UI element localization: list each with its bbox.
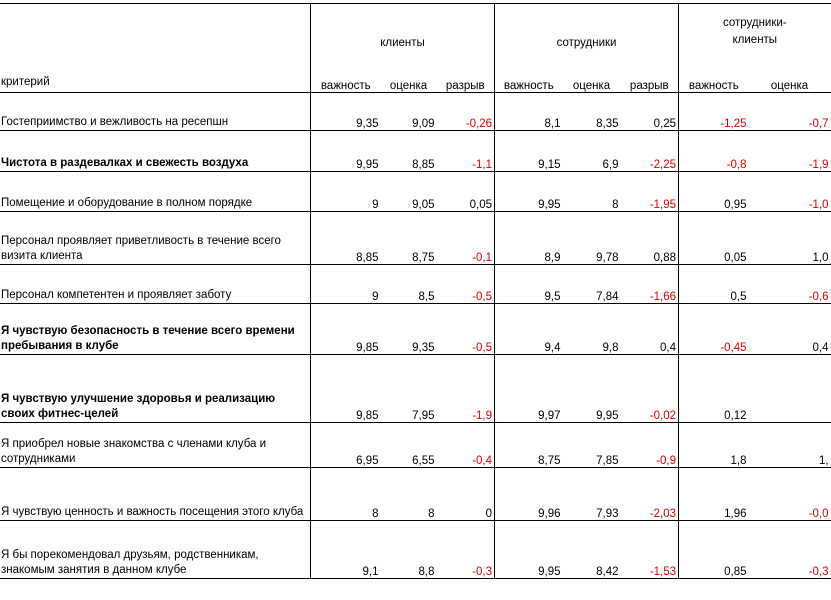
table-cell: 7,85 xyxy=(563,423,621,468)
table-row xyxy=(0,468,831,521)
table-cell: 9,95 xyxy=(495,172,563,212)
group-employees-clients-label: сотрудники- клиенты xyxy=(722,16,787,46)
col-score-employees-clients: оценка xyxy=(770,80,809,92)
table-cell: -1,0 xyxy=(749,172,831,212)
table-cell: 8,9 xyxy=(495,212,563,265)
table-cell: 8,85 xyxy=(311,212,381,265)
criterion-label: Я бы порекомендовал друзьям, родственникам, знакомым занятия в данном клубе xyxy=(0,521,311,579)
table-cell: -0,3 xyxy=(437,521,495,579)
table-row xyxy=(0,131,831,172)
table-cell: 0,4 xyxy=(749,304,831,355)
col-score-clients: оценка xyxy=(389,80,428,92)
criterion-label: Я чувствую улучшение здоровья и реализацию своих фитнес-целей xyxy=(0,355,311,423)
criterion-label: Я чувствую безопасность в течение всего времени пребывания в клубе xyxy=(0,304,311,355)
table-cell: 8,5 xyxy=(381,265,437,304)
table-cell: 8,35 xyxy=(563,93,621,131)
table-row xyxy=(0,355,831,423)
group-clients-header: клиенты xyxy=(311,4,495,49)
table-cell: -0,5 xyxy=(437,265,495,304)
group-employees-clients-header xyxy=(679,4,831,49)
table-cell: 8,75 xyxy=(495,423,563,468)
header-group-row xyxy=(0,4,831,49)
table-cell: 1,8 xyxy=(679,423,749,468)
table-row xyxy=(0,212,831,265)
table-cell: 8,1 xyxy=(495,93,563,131)
table-cell: 7,93 xyxy=(563,468,621,521)
table-cell: 9,95 xyxy=(311,131,381,172)
table-cell: -1,95 xyxy=(621,172,679,212)
table-cell: 9,97 xyxy=(495,355,563,423)
table-row xyxy=(0,265,831,304)
table-cell: 1,96 xyxy=(679,468,749,521)
table-cell: -2,03 xyxy=(621,468,679,521)
criterion-header xyxy=(0,4,311,93)
table-cell: 9,85 xyxy=(311,304,381,355)
table-cell: 9,5 xyxy=(495,265,563,304)
col-score-employees: оценка xyxy=(572,80,611,92)
criterion-label: Я приобрел новые знакомства с членами клуба и сотрудниками xyxy=(0,423,311,468)
table-cell: 9,95 xyxy=(495,521,563,579)
table-cell: 9,35 xyxy=(311,93,381,131)
table-cell: 9,15 xyxy=(495,131,563,172)
table-cell: 9 xyxy=(311,172,381,212)
table-cell: 9,35 xyxy=(381,304,437,355)
table-cell: 0,95 xyxy=(679,172,749,212)
criterion-label: Персонал компетентен и проявляет заботу xyxy=(0,265,311,304)
table-cell: 0,05 xyxy=(679,212,749,265)
table-cell xyxy=(749,355,831,423)
table-row xyxy=(0,304,831,355)
table-cell: 8,75 xyxy=(381,212,437,265)
table-cell: 0,4 xyxy=(621,304,679,355)
table-cell: 9,85 xyxy=(311,355,381,423)
table-cell: -0,45 xyxy=(679,304,749,355)
table-cell: 9,95 xyxy=(563,355,621,423)
table-cell: 8 xyxy=(563,172,621,212)
table-cell: 8,42 xyxy=(563,521,621,579)
table-cell: 0,25 xyxy=(621,93,679,131)
table-cell: -1,53 xyxy=(621,521,679,579)
table-cell: -0,0 xyxy=(749,468,831,521)
table-cell: 9,96 xyxy=(495,468,563,521)
table-cell: 0,5 xyxy=(679,265,749,304)
table-cell: 9 xyxy=(311,265,381,304)
table-cell: 6,95 xyxy=(311,423,381,468)
table-row xyxy=(0,521,831,579)
table-cell: 8,8 xyxy=(381,521,437,579)
table-cell: 0 xyxy=(437,468,495,521)
table-cell: -1,9 xyxy=(749,131,831,172)
table-cell: -0,6 xyxy=(749,265,831,304)
table-cell: -0,4 xyxy=(437,423,495,468)
survey-table xyxy=(0,3,831,579)
table-row xyxy=(0,172,831,212)
col-importance-employees: важность xyxy=(495,49,563,93)
table-cell: 8 xyxy=(311,468,381,521)
table-cell: 6,9 xyxy=(563,131,621,172)
table-cell: -0,3 xyxy=(749,521,831,579)
col-importance-clients: важность xyxy=(311,49,381,93)
table-cell: -1,25 xyxy=(679,93,749,131)
table-cell: -0,9 xyxy=(621,423,679,468)
table-cell: 0,12 xyxy=(679,355,749,423)
table-cell: -1,1 xyxy=(437,131,495,172)
table-cell: 9,09 xyxy=(381,93,437,131)
table-row xyxy=(0,423,831,468)
criterion-label: Персонал проявляет приветливость в течение всего визита клиента xyxy=(0,212,311,265)
table-cell: 9,1 xyxy=(311,521,381,579)
criterion-label: Помещение и оборудование в полном порядке xyxy=(0,172,311,212)
table-cell: -0,8 xyxy=(679,131,749,172)
table-cell: 9,78 xyxy=(563,212,621,265)
table-cell: -2,25 xyxy=(621,131,679,172)
criterion-label: Я чувствую ценность и важность посещения этого клуба xyxy=(0,468,311,521)
table-cell: 8 xyxy=(381,468,437,521)
table-cell: 9,8 xyxy=(563,304,621,355)
table-cell: -1,66 xyxy=(621,265,679,304)
table-cell: 9,4 xyxy=(495,304,563,355)
col-gap-clients: разрыв xyxy=(445,80,485,92)
table-cell: 0,85 xyxy=(679,521,749,579)
table-cell: 7,95 xyxy=(381,355,437,423)
table-cell: -0,1 xyxy=(437,212,495,265)
col-gap-employees: разрыв xyxy=(629,80,669,92)
col-importance-employees-clients: важность xyxy=(679,49,749,93)
table-cell: 1,0 xyxy=(749,212,831,265)
table-cell: -1,9 xyxy=(437,355,495,423)
table-cell: 1, xyxy=(749,423,831,468)
table-cell: -0,5 xyxy=(437,304,495,355)
table-cell: 6,55 xyxy=(381,423,437,468)
criterion-label: Чистота в раздевалках и свежесть воздуха xyxy=(0,131,311,172)
table-row xyxy=(0,93,831,131)
table-cell: 7,84 xyxy=(563,265,621,304)
criterion-header-label: критерий xyxy=(1,76,50,88)
criterion-label: Гостеприимство и вежливость на ресепшн xyxy=(0,93,311,131)
table-cell: -0,02 xyxy=(621,355,679,423)
table-cell: -0,26 xyxy=(437,93,495,131)
table-cell: 8,85 xyxy=(381,131,437,172)
table-cell: 0,88 xyxy=(621,212,679,265)
group-employees-header: сотрудники xyxy=(495,4,679,49)
table-cell: 9,05 xyxy=(381,172,437,212)
table-cell: -0,7 xyxy=(749,93,831,131)
table-cell: 0,05 xyxy=(437,172,495,212)
